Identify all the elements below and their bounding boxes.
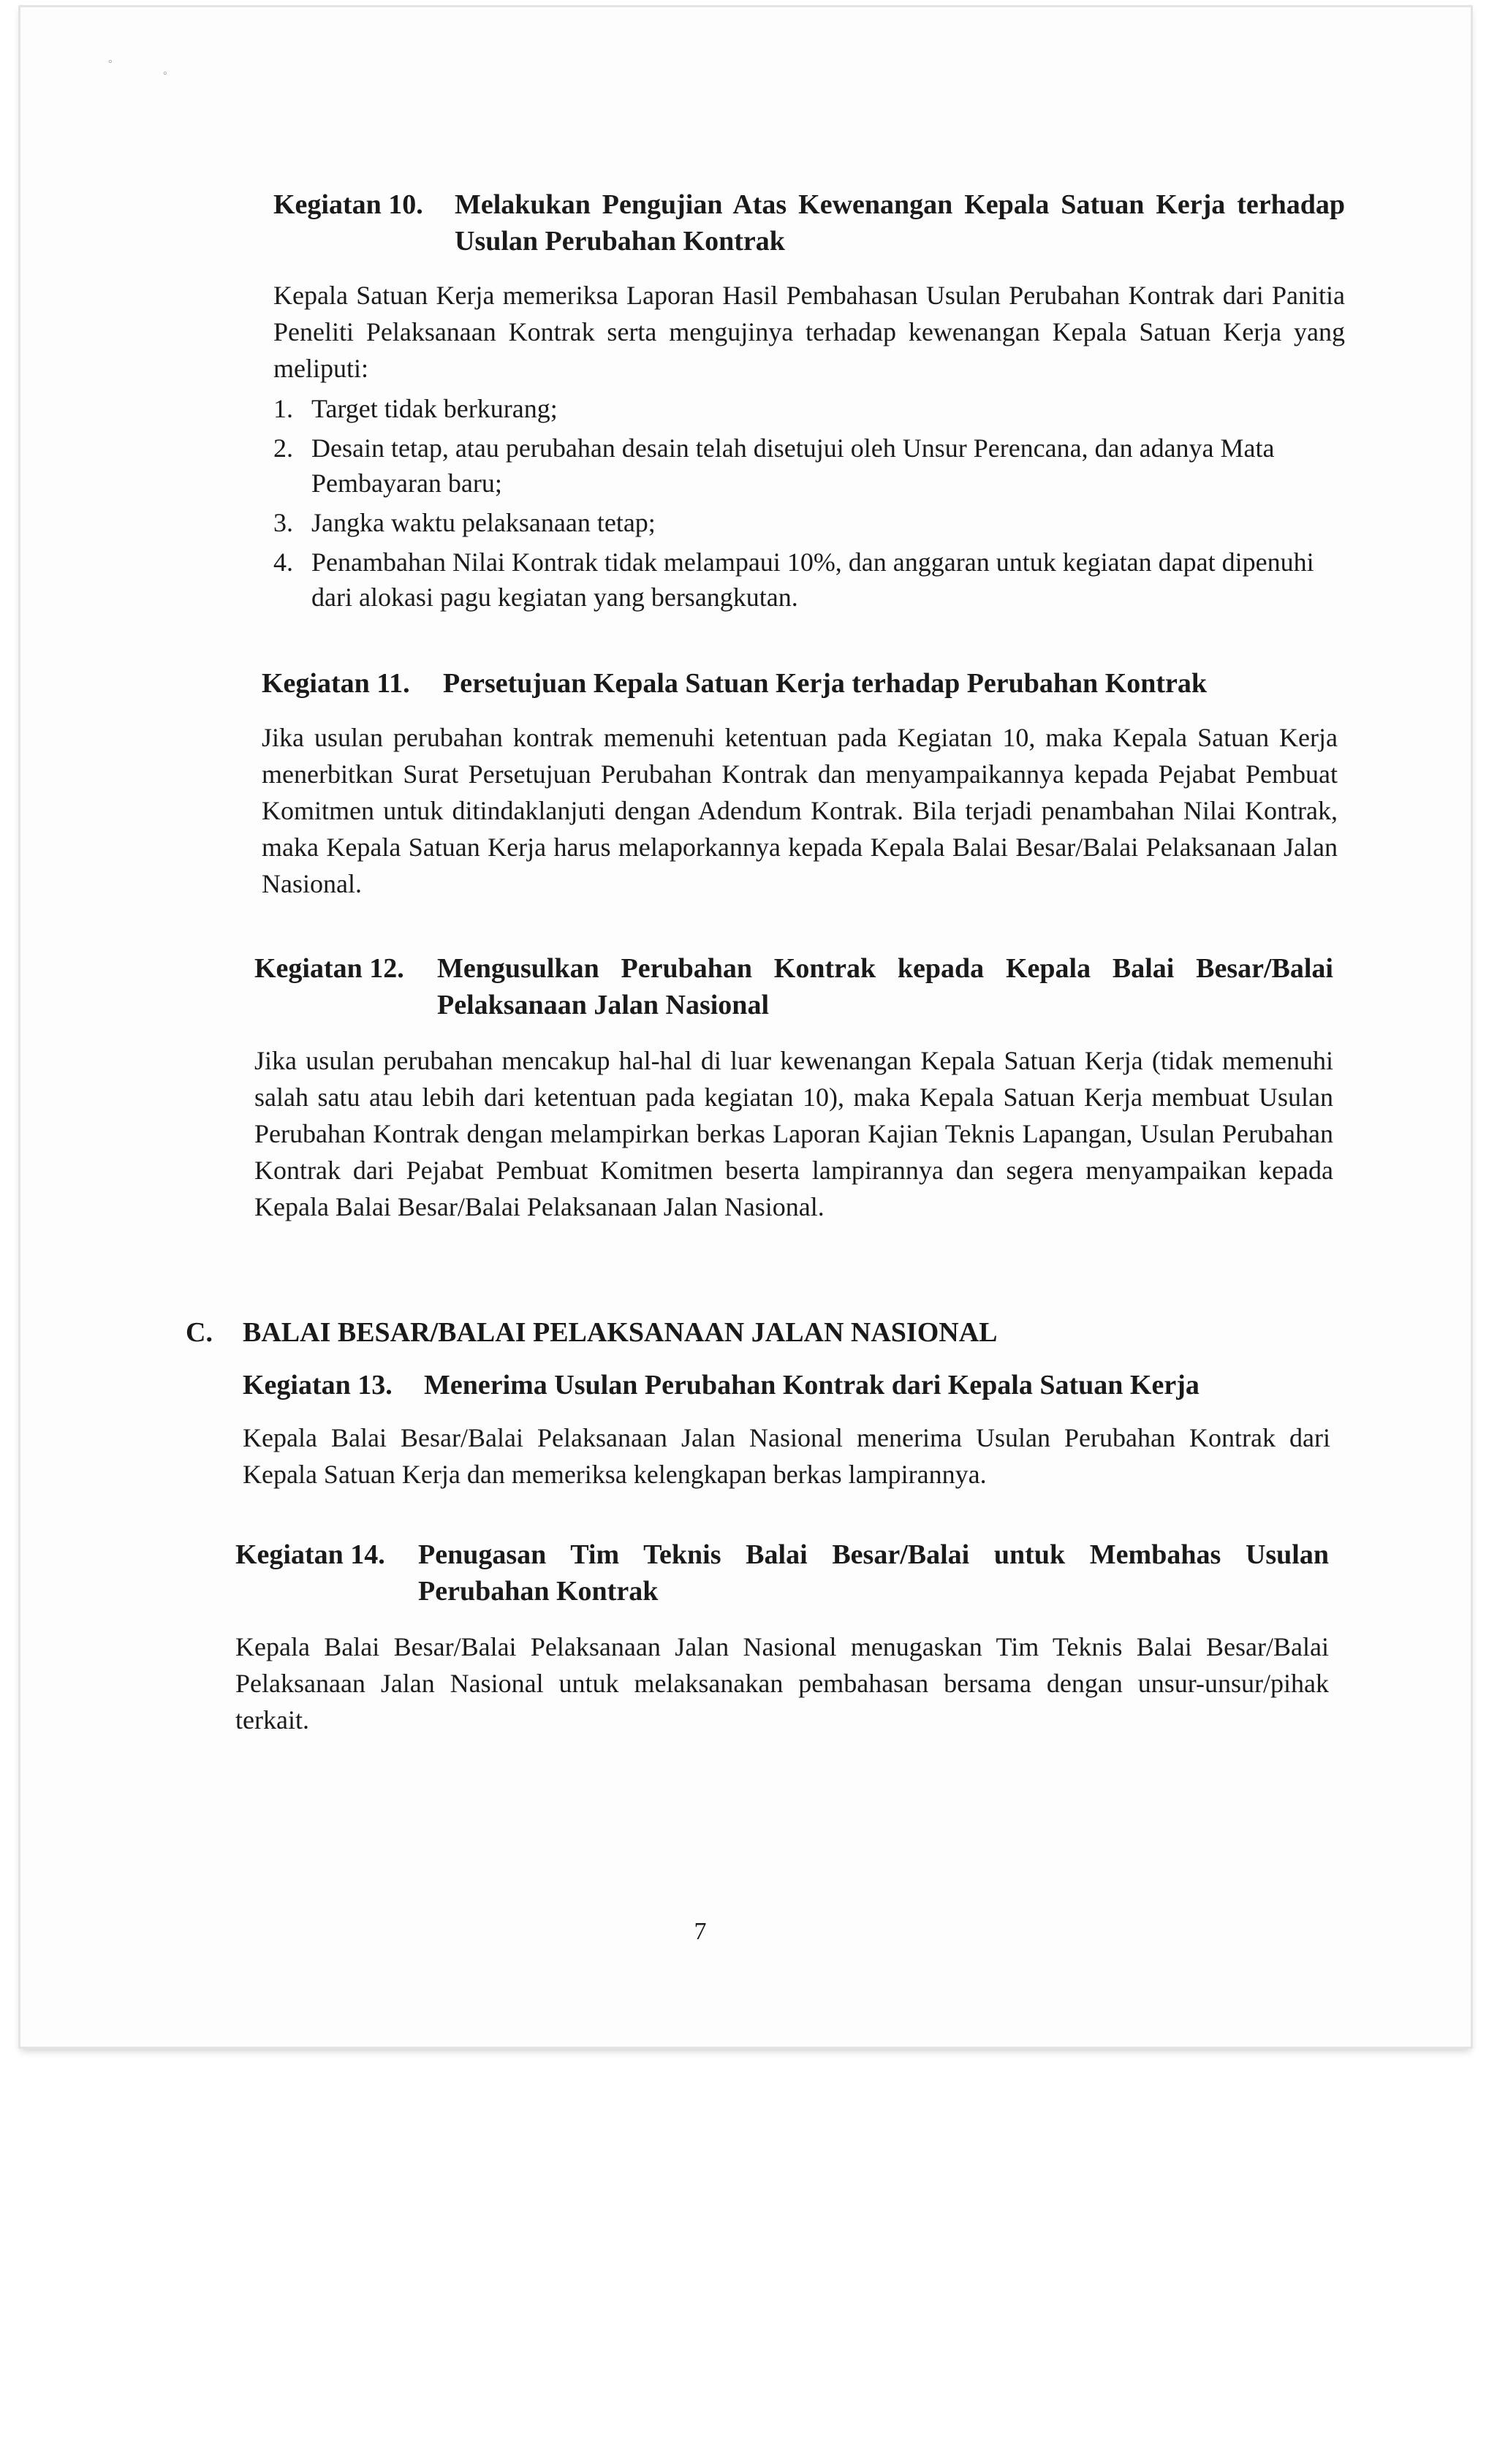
list-item-text: Desain tetap, atau perubahan desain telah disetujui oleh Unsur Perencana, dan adanya Mata Pembayaran baru; <box>311 433 1275 498</box>
kegiatan-title: Menerima Usulan Perubahan Kontrak dari Kepala Satuan Kerja <box>424 1370 1200 1400</box>
kegiatan-12-heading <box>254 950 1333 1023</box>
document-page <box>20 7 1471 2047</box>
kegiatan-10 <box>273 186 1345 615</box>
kegiatan-11 <box>262 665 1338 902</box>
kegiatan-10-body: Kepala Satuan Kerja memeriksa Laporan Hasil Pembahasan Usulan Perubahan Kontrak dari Panitia Peneliti Pelaksanaan Kontrak serta mengujinya terhadap kewenangan Kepala Satuan Kerja yang meliputi: <box>273 281 1345 383</box>
kegiatan-14-body: Kepala Balai Besar/Balai Pelaksanaan Jalan Nasional menugaskan Tim Teknis Balai Besar/Balai Pelaksanaan Jalan Nasional untuk melaksanakan pembahasan bersama dengan unsur-unsur/pihak terkait. <box>235 1632 1329 1735</box>
section-title: BALAI BESAR/BALAI PELAKSANAAN JALAN NASIONAL <box>243 1317 998 1348</box>
kegiatan-10-list <box>273 391 1345 615</box>
list-item <box>273 545 1345 615</box>
list-item-number: 4. <box>273 547 293 577</box>
kegiatan-number: Kegiatan 12. <box>254 953 404 984</box>
list-item-text: Penambahan Nilai Kontrak tidak melampaui 10%, dan anggaran untuk kegiatan dapat dipenuhi dari alokasi pagu kegiatan yang bersangkutan. <box>311 547 1314 612</box>
list-item <box>273 505 1345 540</box>
scan-speck: ° <box>108 58 113 69</box>
kegiatan-11-body: Jika usulan perubahan kontrak memenuhi ketentuan pada Kegiatan 10, maka Kepala Satuan Kerja menerbitkan Surat Persetujuan Perubahan Kontrak dan menyampaikannya kepada Pejabat Pembuat Komitmen untuk ditindaklanjuti dengan Adendum Kontrak. Bila terjadi penambahan Nilai Kontrak, maka Kepala Satuan Kerja harus melaporkannya kepada Kepala Balai Besar/Balai Pelaksanaan Jalan Nasional. <box>262 723 1338 898</box>
kegiatan-13 <box>243 1367 1330 1493</box>
kegiatan-number: Kegiatan 10. <box>273 189 423 220</box>
section-letter: C. <box>186 1317 213 1348</box>
scan-speck: ° <box>163 70 167 81</box>
list-item-number: 3. <box>273 508 293 537</box>
kegiatan-14 <box>235 1536 1329 1738</box>
kegiatan-13-heading <box>243 1367 1330 1403</box>
kegiatan-number: Kegiatan 11. <box>262 668 410 699</box>
section-c-heading <box>186 1314 1282 1351</box>
kegiatan-title: Persetujuan Kepala Satuan Kerja terhadap Perubahan Kontrak <box>443 668 1208 699</box>
list-item <box>273 391 1345 426</box>
kegiatan-12-body: Jika usulan perubahan mencakup hal-hal di luar kewenangan Kepala Satuan Kerja (tidak memenuhi salah satu atau lebih dari ketentuan pada kegiatan 10), maka Kepala Satuan Kerja membuat Usulan Perubahan Kontrak dengan melampirkan berkas Laporan Kajian Teknis Lapangan, Usulan Perubahan Kontrak dari Pejabat Pembuat Komitmen beserta lampirannya dan segera menyampaikan kepada Kepala Balai Besar/Balai Pelaksanaan Jalan Nasional. <box>254 1046 1333 1221</box>
list-item-number: 2. <box>273 433 293 463</box>
list-item-text: Jangka waktu pelaksanaan tetap; <box>311 508 656 537</box>
kegiatan-14-heading <box>235 1536 1329 1610</box>
list-item-number: 1. <box>273 394 293 423</box>
kegiatan-12 <box>254 950 1333 1225</box>
kegiatan-number: Kegiatan 13. <box>243 1370 393 1400</box>
kegiatan-11-heading <box>262 665 1338 702</box>
kegiatan-title: Penugasan Tim Teknis Balai Besar/Balai untuk Membahas Usulan Perubahan Kontrak <box>418 1539 1329 1607</box>
kegiatan-10-heading <box>273 186 1345 259</box>
kegiatan-title: Mengusulkan Perubahan Kontrak kepada Kepala Balai Besar/Balai Pelaksanaan Jalan Nasional <box>437 953 1333 1020</box>
kegiatan-number: Kegiatan 14. <box>235 1539 385 1570</box>
list-item <box>273 431 1345 501</box>
page-number: 7 <box>694 1918 707 1945</box>
kegiatan-13-body: Kepala Balai Besar/Balai Pelaksanaan Jalan Nasional menerima Usulan Perubahan Kontrak dari Kepala Satuan Kerja dan memeriksa kelengkapan berkas lampirannya. <box>243 1423 1330 1489</box>
list-item-text: Target tidak berkurang; <box>311 394 558 423</box>
kegiatan-title: Melakukan Pengujian Atas Kewenangan Kepala Satuan Kerja terhadap Usulan Perubahan Kontrak <box>455 189 1345 257</box>
